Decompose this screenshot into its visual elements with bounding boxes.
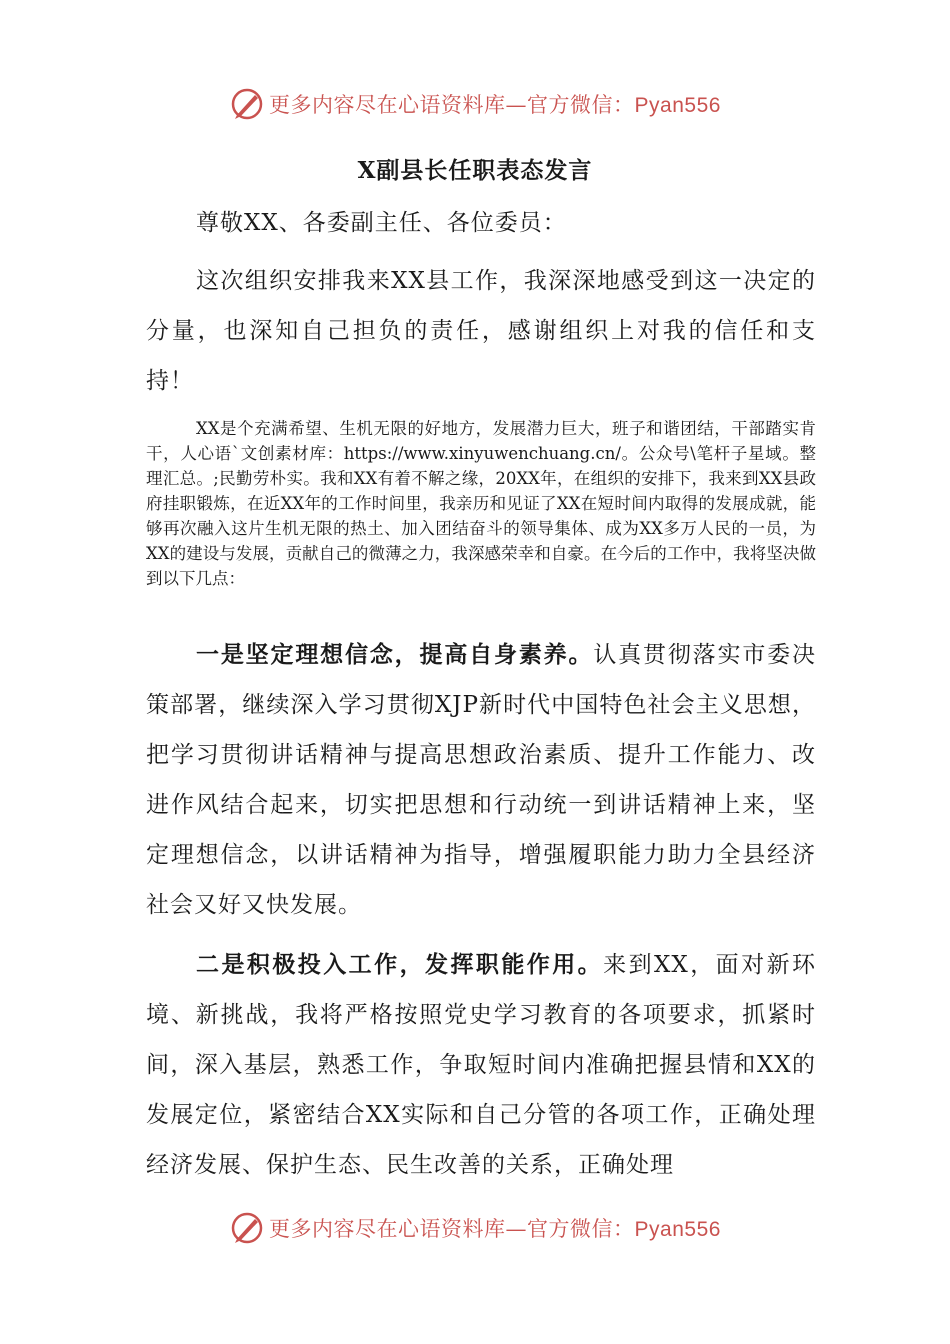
banner-wechat-id: Pyan556 [634, 94, 721, 117]
paragraph-4-lead: 二是积极投入工作，发挥职能作用。 [196, 952, 604, 978]
pen-logo-icon [229, 1210, 265, 1246]
header-banner [0, 82, 950, 126]
banner-wechat-id: Pyan556 [634, 1218, 721, 1241]
banner-text [269, 89, 721, 119]
paragraph-3-lead: 一是坚定理想信念，提高自身素养。 [196, 642, 594, 668]
paragraph-3 [146, 630, 816, 930]
banner-main-text: 更多内容尽在心语资料库—官方微信： [269, 93, 635, 117]
footer-banner [0, 1206, 950, 1250]
paragraph-4 [146, 940, 816, 1190]
banner-main-text: 更多内容尽在心语资料库—官方微信： [269, 1217, 635, 1241]
paragraph-4-body: 来到XX，面对新环境、新挑战，我将严格按照党史学习教育的各项要求，抓紧时间，深入基层，熟悉工作，争取短时间内准确把握县情和XX的发展定位，紧密结合XX实际和自己分管的各项工作，正确处理经济发展、保护生态、民生改善的关系，正确处理 [146, 952, 817, 1178]
page-title: X副县长任职表态发言 [357, 157, 593, 184]
paragraph-2: XX是个充满希望、生机无限的好地方，发展潜力巨大，班子和谐团结，干部踏实肯干，人心语`文创素材库：https://www.xinyuwenchuang.cn/。公众号\笔杆子星域。整理汇总。;民勤劳朴实。我和XX有着不解之缘，20XX年，在组织的安排下，我来到XX县政府挂职锻炼，在近XX年的工作时间里，我亲历和见证了XX在短时间内取得的发展成就，能够再次融入这片生机无限的热土、加入团结奋斗的领导集体、成为XX多万人民的一员，为XX的建设与发展，贡献自己的微薄之力，我深感荣幸和自豪。在今后的工作中，我将坚决做到以下几点： [146, 419, 816, 588]
salutation: 尊敬XX、各委副主任、各位委员： [196, 210, 567, 236]
paragraph-1: 这次组织安排我来XX县工作，我深深地感受到这一决定的分量，也深知自己担负的责任，感谢组织上对我的信任和支持！ [146, 268, 816, 394]
banner-text [269, 1213, 721, 1243]
pen-logo-icon [229, 86, 265, 122]
paragraph-3-body: 认真贯彻落实市委决策部署，继续深入学习贯彻XJP新时代中国特色社会主义思想，把学习贯彻讲话精神与提高思想政治素质、提升工作能力、改进作风结合起来，切实把思想和行动统一到讲话精神上来，坚定理想信念，以讲话精神为指导，增强履职能力助力全县经济社会又好又快发展。 [146, 642, 817, 918]
